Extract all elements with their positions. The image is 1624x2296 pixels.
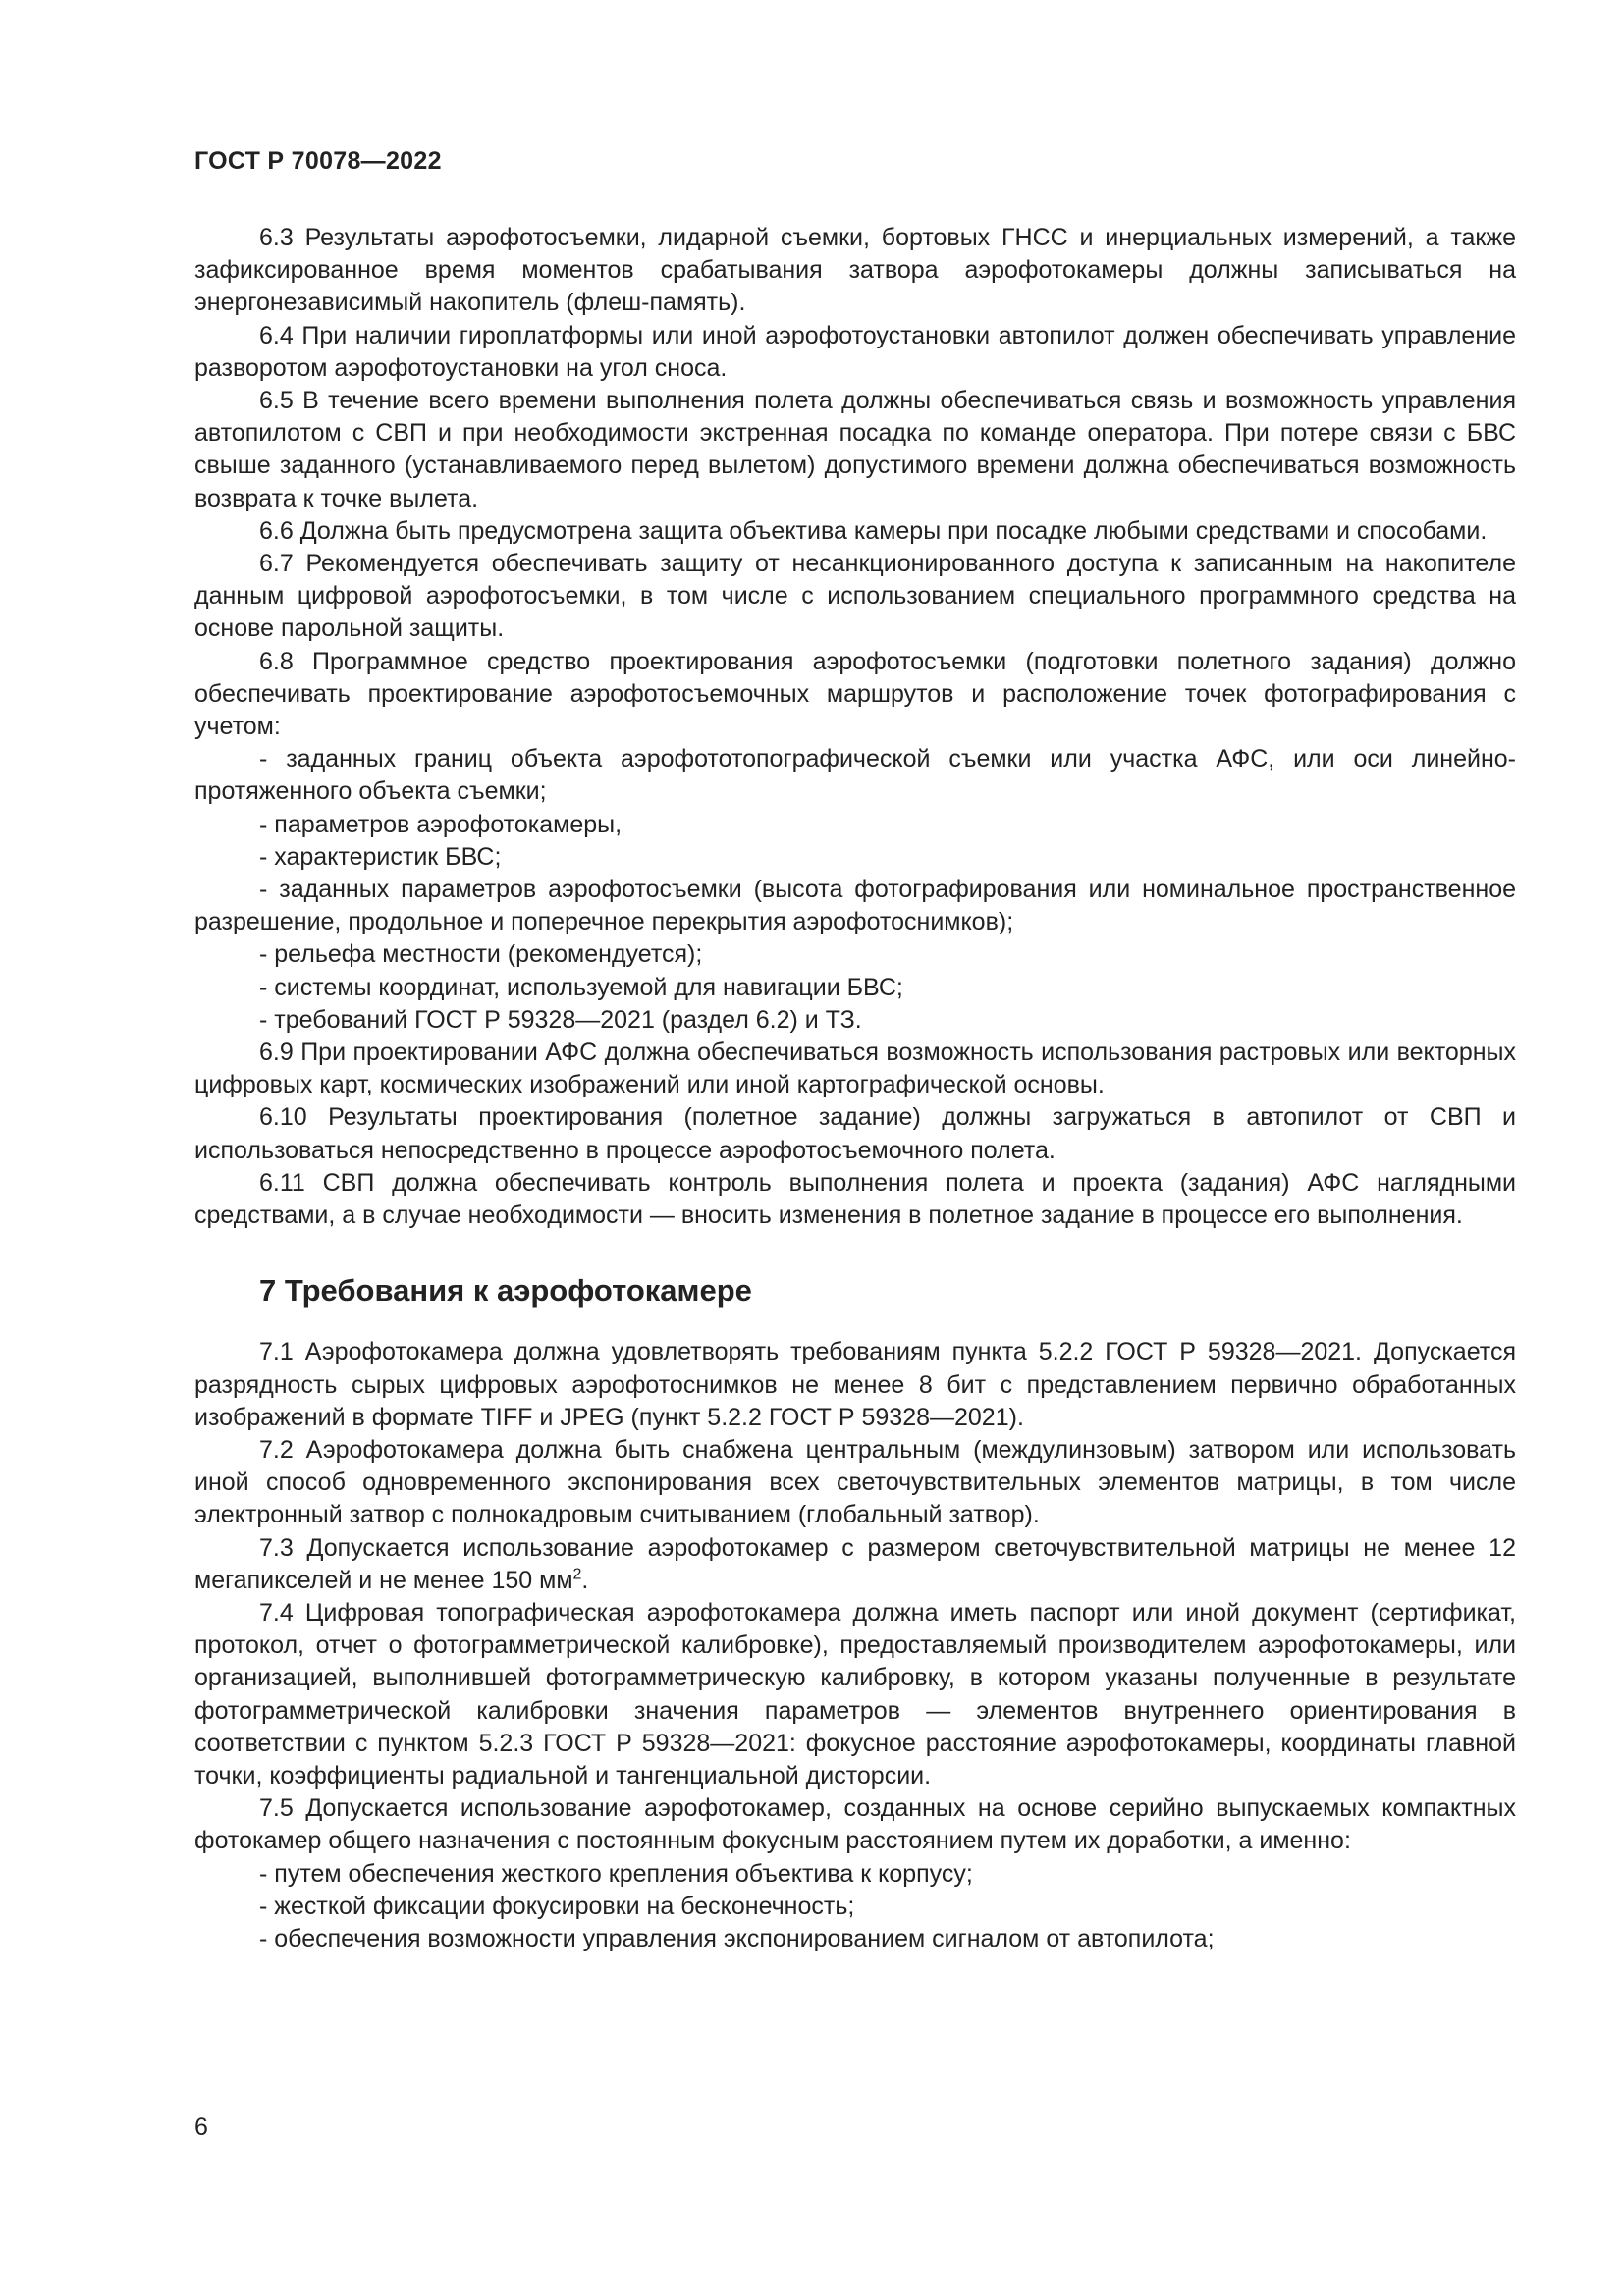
list-item: - путем обеспечения жесткого крепления объектива к корпусу; bbox=[194, 1858, 1516, 1891]
list-item: - рельефа местности (рекомендуется); bbox=[194, 938, 1516, 971]
superscript-2: 2 bbox=[572, 1566, 582, 1583]
paragraph-6-5: 6.5 В течение всего времени выполнения полета должны обеспечиваться связь и возможность управления автопилотом с СВП и при необходимости экстренная посадка по команде оператора. При потере связи с БВС свыше заданного (устанавливаемого перед вылетом) допустимого времени должна обеспечиваться возможность возврата к точке вылета. bbox=[194, 387, 1516, 512]
paragraph-6-3: 6.3 Результаты аэрофотосъемки, лидарной съемки, бортовых ГНСС и инерциальных измерений, а также зафиксированное время моментов срабатывания затвора аэрофотокамеры должны записываться на энергонезависимый накопитель (флеш-память). bbox=[194, 224, 1516, 317]
document-body bbox=[194, 222, 1516, 1955]
paragraph-7-3-end: . bbox=[581, 1566, 589, 1594]
paragraph-6-4: 6.4 При наличии гироплатформы или иной аэрофотоустановки автопилот должен обеспечивать управление разворотом аэрофотоустановки на угол сноса. bbox=[194, 321, 1516, 382]
list-item: - параметров аэрофотокамеры, bbox=[194, 809, 1516, 841]
list-6-8 bbox=[194, 743, 1516, 1037]
list-item: - жесткой фиксации фокусировки на бесконечность; bbox=[194, 1891, 1516, 1923]
paragraph-6-6: 6.6 Должна быть предусмотрена защита объектива камеры при посадке любыми средствами и способами. bbox=[259, 516, 1488, 545]
list-item: - заданных границ объекта аэрофототопографической съемки или участка АФС, или оси линейно-протяженного объекта съемки; bbox=[194, 743, 1516, 808]
paragraph-7-1: 7.1 Аэрофотокамера должна удовлетворять требованиям пункта 5.2.2 ГОСТ Р 59328—2021. Допускается разрядность сырых цифровых аэрофотоснимков не менее 8 бит с представлением первично обработанных изображений в формате TIFF и JPEG (пункт 5.2.2 ГОСТ Р 59328—2021). bbox=[194, 1338, 1516, 1431]
paragraph-7-3 bbox=[194, 1532, 1516, 1597]
list-7-5 bbox=[194, 1858, 1516, 1956]
paragraph-7-2: 7.2 Аэрофотокамера должна быть снабжена центральным (междулинзовым) затвором или использовать иной способ одновременного экспонирования всех светочувствительных элементов матрицы, в том числе электронный затвор с полнокадровым считыванием (глобальный затвор). bbox=[194, 1435, 1516, 1529]
paragraph-6-9: 6.9 При проектировании АФС должна обеспечиваться возможность использования растровых или векторных цифровых карт, космических изображений или иной картографической основы. bbox=[194, 1039, 1516, 1099]
paragraph-7-3-text: 7.3 Допускается использование аэрофотокамер с размером светочувствительной матрицы не менее 12 мегапикселей и не менее 150 мм bbox=[194, 1533, 1516, 1594]
list-item: - системы координат, используемой для навигации БВС; bbox=[194, 972, 1516, 1004]
standard-header: ГОСТ Р 70078—2022 bbox=[194, 147, 442, 175]
list-item: - заданных параметров аэрофотосъемки (высота фотографирования или номинальное пространственное разрешение, продольное и поперечное перекрытия аэрофотоснимков); bbox=[194, 874, 1516, 938]
page-number: 6 bbox=[194, 2113, 208, 2141]
section-7-title: 7 Требования к аэрофотокамере bbox=[259, 1273, 752, 1308]
paragraph-6-8: 6.8 Программное средство проектирования аэрофотосъемки (подготовки полетного задания) должно обеспечивать проектирование аэрофотосъемочных маршрутов и расположение точек фотографирования с учетом: bbox=[194, 647, 1516, 741]
paragraph-7-4: 7.4 Цифровая топографическая аэрофотокамера должна иметь паспорт или иной документ (сертификат, протокол, отчет о фотограмметрической калибровке), предоставляемый производителем аэрофотокамеры, или организацией, выполнившей фотограмметрическую калибровку, в котором указаны полученные в результате фотограмметрической калибровки значения параметров — элементов внутреннего ориентирования в соответствии с пунктом 5.2.3 ГОСТ Р 59328—2021: фокусное расстояние аэрофотокамеры, координаты главной точки, коэффициенты радиальной и тангенциальной дисторсии. bbox=[194, 1598, 1516, 1789]
paragraph-7-5: 7.5 Допускается использование аэрофотокамер, созданных на основе серийно выпускаемых компактных фотокамер общего назначения с постоянным фокусным расстоянием путем их доработки, а именно: bbox=[194, 1794, 1516, 1855]
list-item: - характеристик БВС; bbox=[194, 841, 1516, 874]
paragraph-6-10: 6.10 Результаты проектирования (полетное задание) должны загружаться в автопилот от СВП и использоваться непосредственно в процессе аэрофотосъемочного полета. bbox=[194, 1103, 1516, 1164]
list-item: - требований ГОСТ Р 59328—2021 (раздел 6.2) и ТЗ. bbox=[194, 1004, 1516, 1037]
paragraph-6-7: 6.7 Рекомендуется обеспечивать защиту от несанкционированного доступа к записанным на накопителе данным цифровой аэрофотосъемки, в том числе с использованием специального программного средства на основе парольной защиты. bbox=[194, 550, 1516, 643]
paragraph-6-11: 6.11 СВП должна обеспечивать контроль выполнения полета и проекта (задания) АФС наглядными средствами, а в случае необходимости — вносить изменения в полетное задание в процессе его выполнения. bbox=[194, 1168, 1516, 1230]
list-item: - обеспечения возможности управления экспонированием сигналом от автопилота; bbox=[194, 1923, 1516, 1955]
